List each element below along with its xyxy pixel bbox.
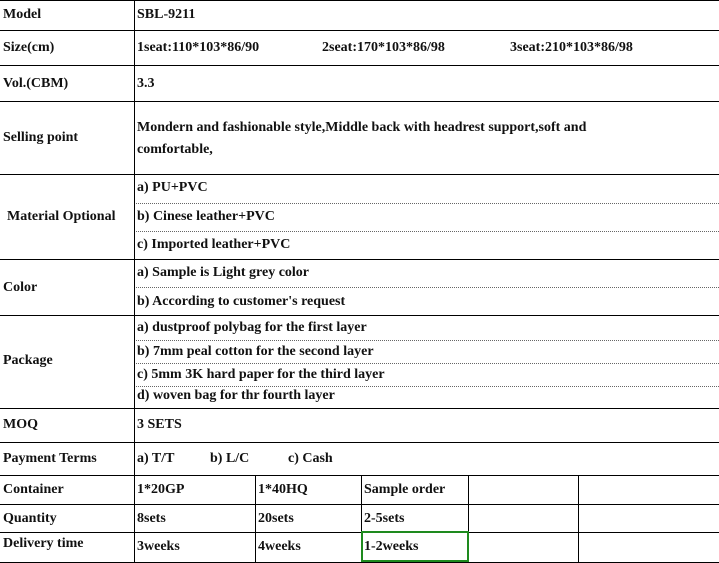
vol-value: 3.3 [137,76,155,91]
package-option-a: a) dustproof polybag for the first layer [137,320,367,335]
container-cell-1[interactable]: 1*20GP [137,482,185,497]
selling-line-1: Mondern and fashionable style,Middle back with headrest support,soft and [137,120,587,135]
delivery-cell-2[interactable]: 4weeks [258,539,301,554]
size-1seat: 1seat:110*103*86/90 [137,40,260,55]
payment-label: Payment Terms [3,451,97,466]
quantity-label: Quantity [3,511,57,526]
moq-label: MOQ [3,417,38,432]
delivery-cell-1[interactable]: 3weeks [137,539,180,554]
payment-option-c: c) Cash [288,451,333,466]
material-option-a: a) PU+PVC [137,180,208,195]
payment-option-a: a) T/T [137,451,175,466]
material-option-b: b) Cinese leather+PVC [137,209,275,224]
package-option-d: d) woven bag for thr fourth layer [137,388,335,403]
color-label: Color [3,280,38,295]
size-2seat: 2seat:170*103*86/98 [322,40,445,55]
payment-option-b: b) L/C [210,451,250,466]
color-option-b: b) According to customer's request [137,294,346,309]
size-3seat: 3seat:210*103*86/98 [510,40,633,55]
vol-label: Vol.(CBM) [3,76,69,91]
quantity-cell-2[interactable]: 20sets [258,511,294,526]
material-label: Material Optional [7,209,116,224]
package-option-b: b) 7mm peal cotton for the second layer [137,344,374,359]
material-option-c: c) Imported leather+PVC [137,237,291,252]
model-label: Model [3,7,42,22]
color-option-a: a) Sample is Light grey color [137,265,310,280]
model-value: SBL-9211 [137,7,196,22]
quantity-cell-3[interactable]: 2-5sets [364,511,405,526]
size-label: Size(cm) [3,40,55,55]
package-option-c: c) 5mm 3K hard paper for the third layer [137,367,385,382]
container-cell-3[interactable]: Sample order [364,482,446,497]
moq-value: 3 SETS [137,417,182,432]
container-cell-2[interactable]: 1*40HQ [258,482,308,497]
delivery-label: Delivery time [3,536,84,551]
package-label: Package [3,353,53,368]
quantity-cell-1[interactable]: 8sets [137,511,166,526]
selling-label: Selling point [3,130,79,145]
container-label: Container [3,482,64,497]
delivery-cell-3[interactable]: 1-2weeks [364,539,419,554]
selling-line-2: comfortable, [137,142,213,157]
